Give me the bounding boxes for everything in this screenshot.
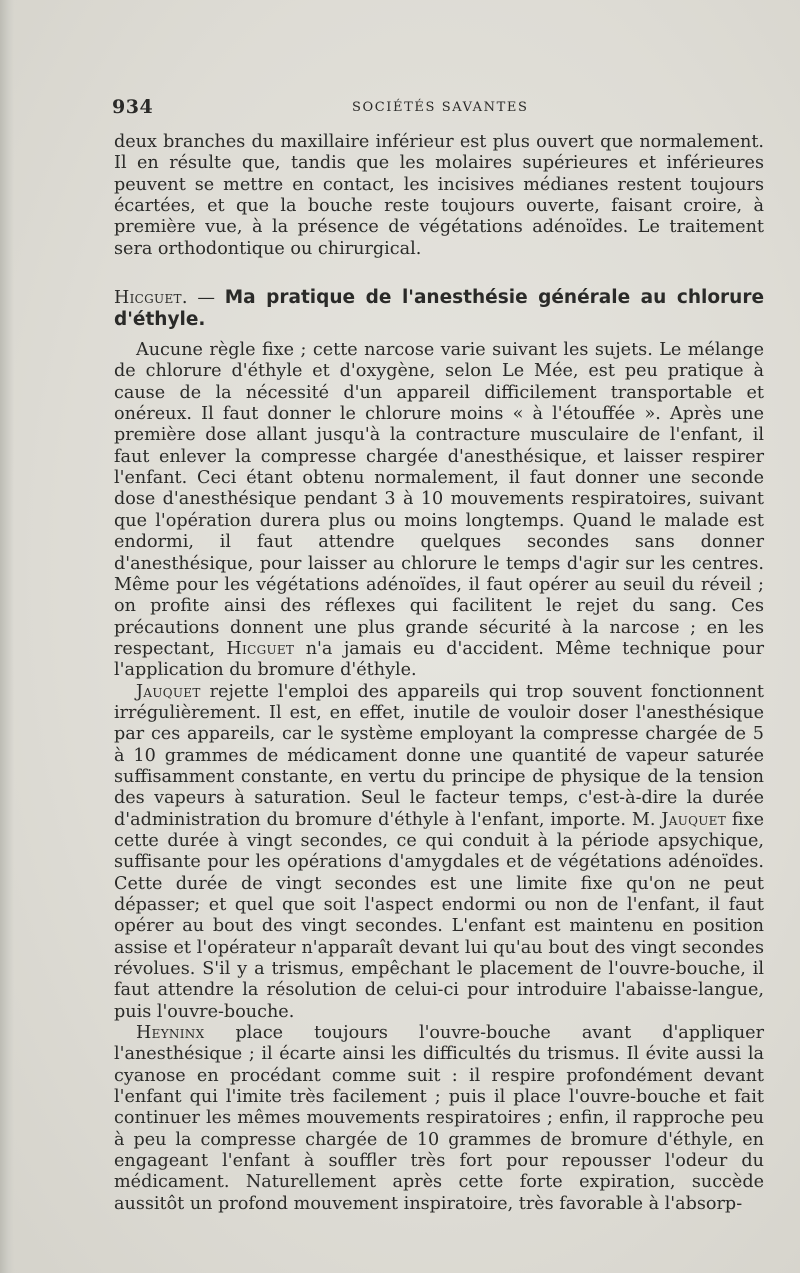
body-text [114,132,764,1215]
running-title: SOCIÉTÉS SAVANTES [352,100,529,115]
section-heading [114,287,764,331]
paragraph-jauquet [114,682,764,1024]
paragraph-2-text: rejette l'emploi des appareils qui trop souvent fonctionnent irrégulièrement. Il est, en effet, inutile de vouloir doser l'anesthésique par ces appareils, car le système employant la compresse chargée de 5 à 10 grammes de médicament donne une quantité de vapeur saturée suffisamment constante, en vertu du principe de physique de la tension des vapeurs à saturation. Seul le facteur temps, c'est-à-dire la durée d'administration du bromure d'éthyle à l'enfant, importe. M. [114,681,764,830]
paragraph-1-author: Hicguet [226,638,295,659]
paragraph-2-end: fixe cette durée à vingt secondes, ce qui conduit à la période apsychique, suffisante pour les opérations d'amygdales et de végétations adénoïdes. Cette durée de vingt secondes est une limite fixe qu'on ne peut dépasser; et quel que soit l'aspect endormi ou non de l'enfant, il faut opérer au bout des vingt secondes. L'enfant est maintenu en position assise et l'opérateur n'apparaît devant lui qu'au bout des vingt secondes révolues. S'il y a trismus, empêchant le placement de l'ouvre-bouche, il faut attendre la résolution de celui-ci pour introduire l'abaisse-langue, puis l'ouvre-bouche. [114,809,764,1022]
paragraph-hicguet [114,340,764,682]
heading-title: Ma pratique de l'anesthésie générale au chlorure d'éthyle. [114,287,765,331]
intro-paragraph: deux branches du maxillaire inférieur est plus ouvert que normalement. Il en résulte que, tandis que les molaires supérieures et inférieures peuvent se mettre en contact, les incisives médianes restent toujours écartées, et que la bouche reste toujours ouverte, faisant croire, à première vue, à la présence de végétations adénoïdes. Le traitement sera orthodontique ou chirurgical. [114,132,764,259]
page-number: 934 [112,96,154,118]
heading-dash: — [187,288,225,309]
paragraph-2-author: Jauquet [136,681,201,702]
paragraph-3-text: place toujours l'ouvre-bouche avant d'appliquer l'anesthésique ; il écarte ainsi les difficultés du trismus. Il évite aussi la cyanose en procédant comme suit : il respire profondément devant l'enfant qui l'imite très facilement ; puis il place l'ouvre-bouche et fait continuer les mêmes mouvements respiratoires ; enfin, il rapproche peu à peu la compresse chargée de 10 grammes de bromure d'éthyle, en engageant l'enfant à souffler très fort pour repousser l'odeur du médicament. Naturellement après cette forte expiration, succède aussitôt un profond mouvement inspiratoire, très favorable à l'absorp- [114,1023,764,1214]
paragraph-1-text: Aucune règle fixe ; cette narcose varie suivant les sujets. Le mélange de chlorure d'éthyle et d'oxygène, selon Le Mée, est peu pratique à cause de la nécessité d'un appareil difficilement transportable et onéreux. Il faut donner le chlorure moins « à l'étouffée ». Après une première dose allant jusqu'à la contracture musculaire de l'enfant, il faut enlever la compresse chargée d'anesthésique, et laisser respirer l'enfant. Ceci étant obtenu normalement, il faut donner une seconde dose d'anesthésique pendant 3 à 10 mouvements respiratoires, suivant que l'opération durera plus ou moins longtemps. Quand le malade est endormi, il faut attendre quelques secondes sans donner d'anesthésique, pour laisser au chlorure le temps d'agir sur les centres. Même pour les végétations adénoïdes, il faut opérer au seuil du réveil ; on profite ainsi des réflexes qui facilitent le rejet du sang. Ces précautions donnent une plus grande sécurité à la narcose ; en les respectant, [114,340,764,659]
page-binding-shadow [0,0,14,1273]
running-head [112,96,762,120]
paragraph-3-author: Heyninx [136,1023,205,1044]
paragraph-heyninx [114,1023,764,1215]
paragraph-2-author-2: Jauquet [661,809,727,830]
heading-author: Hicguet. [114,288,188,309]
paragraph-1-end: n'a jamais eu d'accident. Même technique pour l'application du bromure d'éthyle. [114,638,764,681]
